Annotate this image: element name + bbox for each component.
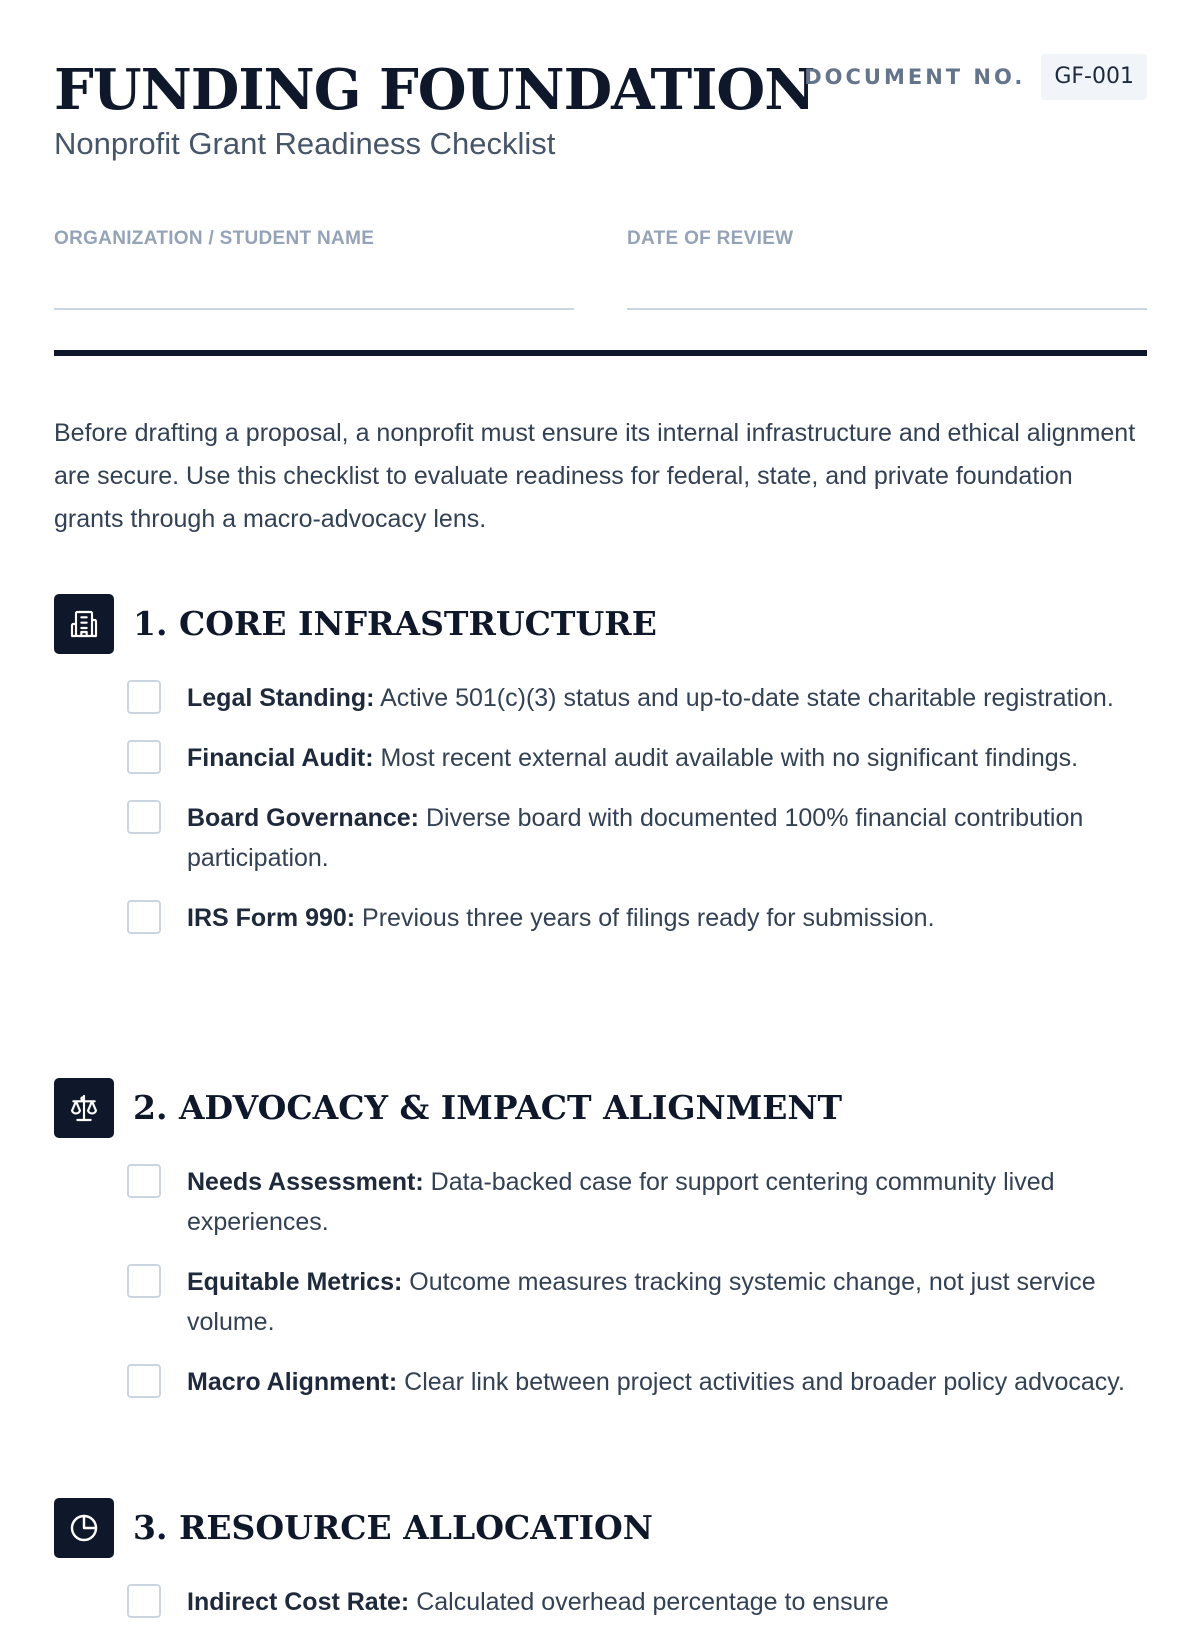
section-title: 1. CORE INFRASTRUCTURE — [133, 604, 657, 643]
checkbox[interactable] — [127, 900, 161, 934]
item-text: Clear link between project activities and broader policy advocacy. — [397, 1368, 1125, 1396]
checklist-page — [54, 0, 1147, 1616]
checkbox[interactable] — [127, 1164, 161, 1198]
review-fields — [54, 228, 1147, 310]
header-divider — [54, 350, 1147, 356]
item-key: Legal Standing: — [187, 684, 375, 712]
checklist-item — [54, 1262, 1147, 1342]
section-header — [54, 594, 1147, 654]
section-resource-allocation — [54, 1498, 1147, 1642]
brand-title: FUNDING FOUNDATION — [54, 57, 815, 123]
document-number-value: GF-001 — [1041, 54, 1147, 100]
checkbox[interactable] — [127, 680, 161, 714]
checklist-item — [54, 678, 1147, 718]
section-advocacy-impact — [54, 1078, 1147, 1422]
review-date-label: DATE OF REVIEW — [627, 228, 794, 249]
section-header — [54, 1078, 1147, 1138]
document-number-label: DOCUMENT NO. — [804, 65, 1026, 89]
checkbox[interactable] — [127, 1264, 161, 1298]
checklist-item — [54, 1162, 1147, 1242]
checklist — [54, 678, 1147, 938]
item-text: Outcome measures tracking systemic change, not just service volume. — [187, 1268, 1096, 1336]
item-key: Indirect Cost Rate: — [187, 1588, 410, 1616]
building-icon — [54, 594, 114, 654]
item-key: Equitable Metrics: — [187, 1268, 403, 1296]
item-text: Calculated overhead percentage to ensure — [409, 1588, 889, 1616]
document-subtitle: Nonprofit Grant Readiness Checklist — [54, 126, 556, 161]
checkbox[interactable] — [127, 800, 161, 834]
item-key: IRS Form 990: — [187, 904, 356, 932]
scales-icon — [54, 1078, 114, 1138]
checklist — [54, 1162, 1147, 1402]
review-date-underline — [627, 308, 1147, 310]
review-date-field[interactable] — [627, 228, 1147, 310]
checklist — [54, 1582, 1147, 1622]
document-number — [804, 54, 1147, 100]
item-text: Active 501(c)(3) status and up-to-date state charitable registration. — [374, 684, 1114, 712]
checkbox[interactable] — [127, 740, 161, 774]
checklist-item — [54, 1362, 1147, 1402]
checklist-item — [54, 1582, 1147, 1622]
item-key: Financial Audit: — [187, 744, 374, 772]
organization-name-underline — [54, 308, 574, 310]
item-text: Previous three years of filings ready for submission. — [355, 904, 935, 932]
item-key: Macro Alignment: — [187, 1368, 398, 1396]
section-core-infrastructure — [54, 594, 1147, 958]
intro-paragraph: Before drafting a proposal, a nonprofit must ensure its internal infrastructure and ethical alignment are secure. Use this checklist to evaluate readiness for federal, state, and private foundation grants through a macro-advocacy lens. — [54, 419, 1136, 533]
section-title: 2. ADVOCACY & IMPACT ALIGNMENT — [133, 1088, 843, 1127]
item-text: Most recent external audit available with no significant findings. — [373, 744, 1079, 772]
item-key: Board Governance: — [187, 804, 420, 832]
checklist-item — [54, 738, 1147, 778]
document-header — [54, 54, 1147, 164]
organization-name-label: ORGANIZATION / STUDENT NAME — [54, 228, 375, 249]
organization-name-field[interactable] — [54, 228, 574, 310]
item-key: Needs Assessment: — [187, 1168, 424, 1196]
section-title: 3. RESOURCE ALLOCATION — [133, 1508, 653, 1547]
checkbox[interactable] — [127, 1584, 161, 1618]
section-header — [54, 1498, 1147, 1558]
checkbox[interactable] — [127, 1364, 161, 1398]
item-text: Data-backed case for support centering community lived experiences. — [187, 1168, 1055, 1236]
checklist-item — [54, 898, 1147, 938]
checklist-item — [54, 798, 1147, 878]
pie-chart-icon — [54, 1498, 114, 1558]
item-text: Diverse board with documented 100% financial contribution participation. — [187, 804, 1084, 872]
